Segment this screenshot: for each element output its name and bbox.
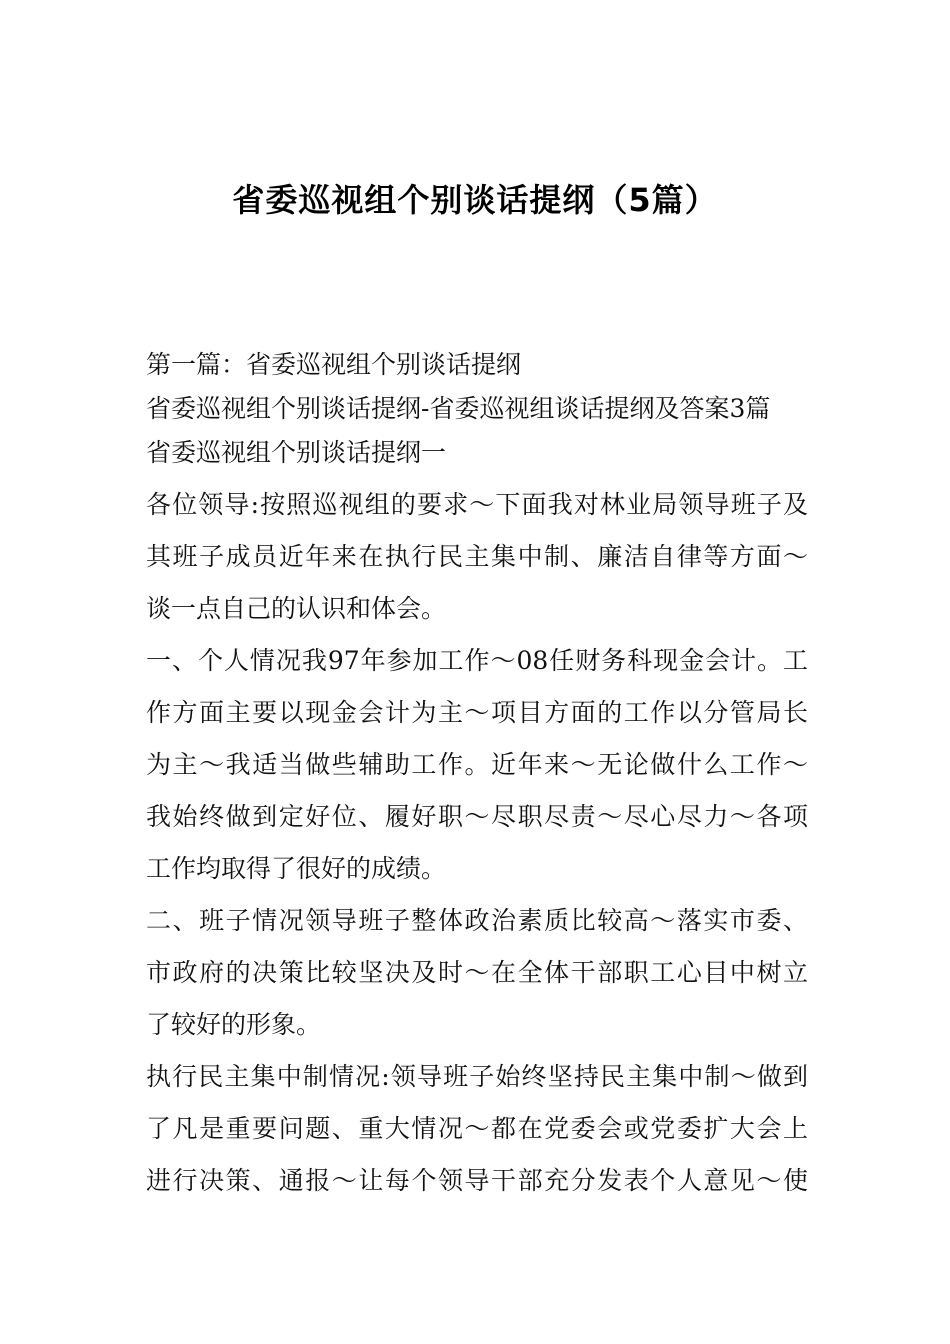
document-title: 省委巡视组个别谈话提纲（5篇） — [232, 181, 718, 219]
text-line: 二、班子情况领导班子整体政治素质比较高～落实市委、 — [146, 906, 808, 935]
text-line: 工作均取得了很好的成绩。 — [146, 854, 447, 883]
text-line: 为主～我适当做些辅助工作。近年来～无论做什么工作～ — [146, 750, 808, 779]
text-line: 省委巡视组个别谈话提纲一 — [146, 438, 447, 467]
text-line: 第一篇：省委巡视组个别谈话提纲 — [146, 350, 522, 379]
text-line: 了凡是重要问题、重大情况～都在党委会或党委扩大会上 — [146, 1114, 808, 1143]
text-line: 一、个人情况我97年参加工作～08任财务科现金会计。工 — [146, 646, 808, 675]
text-line: 作方面主要以现金会计为主～项目方面的工作以分管局长 — [146, 698, 808, 727]
text-line: 市政府的决策比较坚决及时～在全体干部职工心目中树立 — [146, 958, 808, 987]
text-line: 了较好的形象。 — [146, 1010, 322, 1039]
text-line: 省委巡视组个别谈话提纲-省委巡视组谈话提纲及答案3篇 — [146, 394, 771, 423]
text-line: 其班子成员近年来在执行民主集中制、廉洁自律等方面～ — [146, 542, 808, 571]
document-body — [146, 343, 808, 1203]
text-line: 执行民主集中制情况:领导班子始终坚持民主集中制～做到 — [146, 1062, 808, 1091]
text-line: 谈一点自己的认识和体会。 — [146, 594, 447, 623]
text-line: 各位领导:按照巡视组的要求～下面我对林业局领导班子及 — [146, 490, 808, 519]
text-line: 我始终做到定好位、履好职～尽职尽责～尽心尽力～各项 — [146, 802, 808, 831]
text-line: 进行决策、通报～让每个领导干部充分发表个人意见～使 — [146, 1166, 808, 1195]
